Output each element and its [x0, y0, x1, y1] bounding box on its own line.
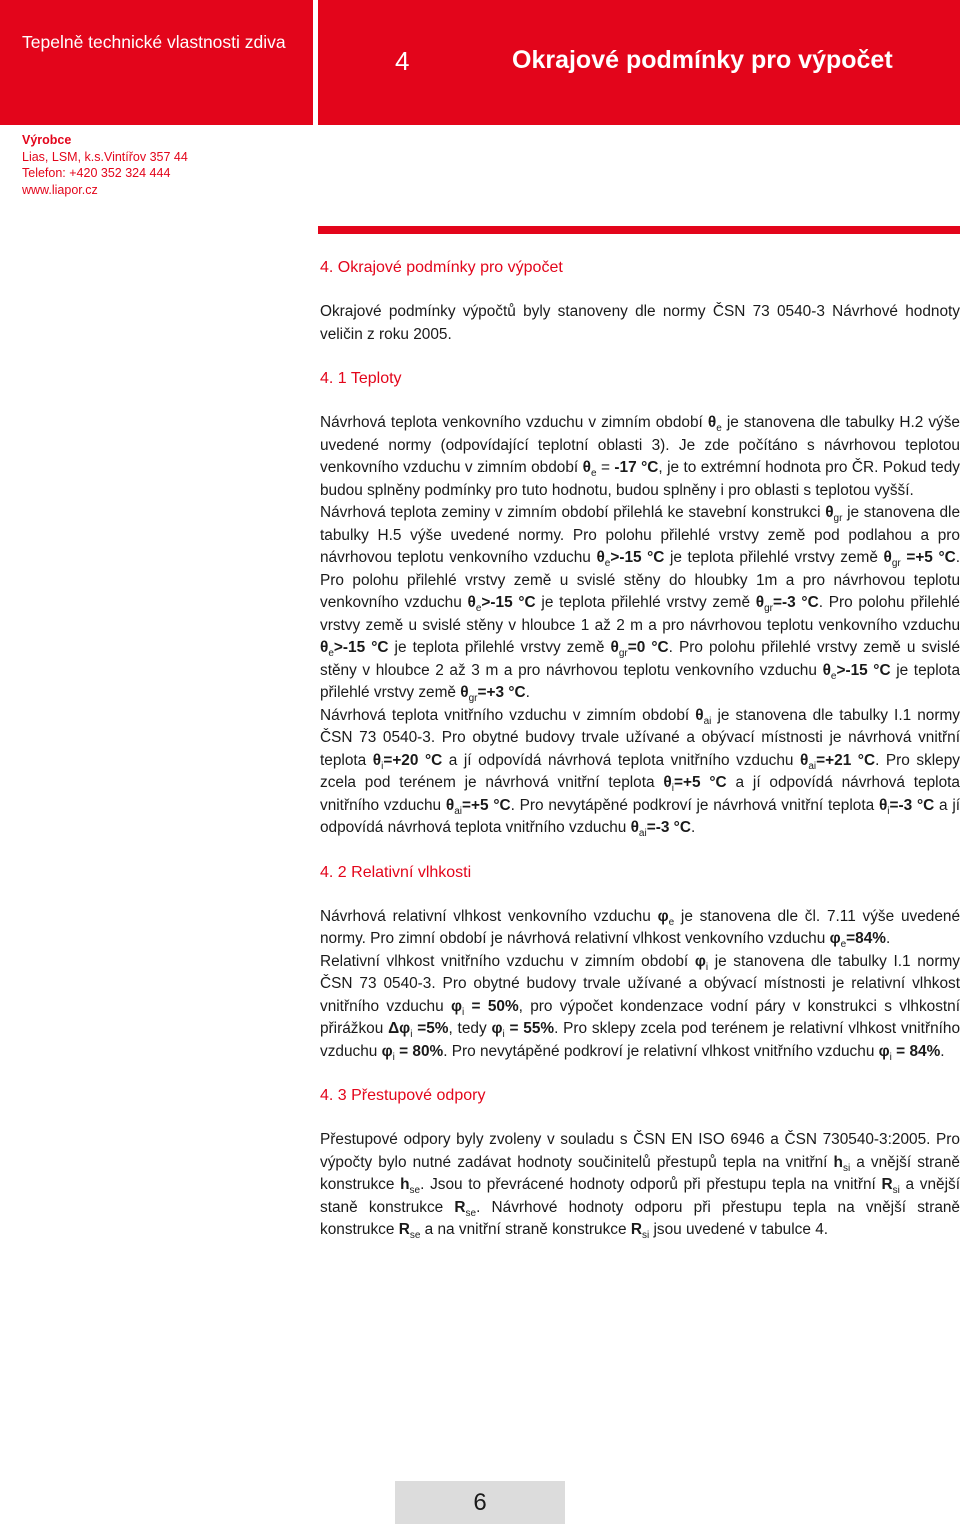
manufacturer-info: [22, 132, 188, 198]
main-content: [320, 257, 960, 1242]
paragraph-ground-temperature: Návrhová teplota zeminy v zimním období přilehlá ke stavební konstrukci $\theta_{gr}$ je stanovena dle tabulky H.5 výše uvedené normy. Pro polohu přilehlé vrstvy země pod podlahou a pro návrhovou teplotu venkovního vzduchu $\theta_e>-15$ °C je teplota přilehlé vrstvy země $\theta_{gr} =+5$ °C. Pro polohu přilehlé vrstvy země u svislé stěny do hloubky 1m a pro návrhovou teplotu venkovního vzduchu $\theta_e>-15$ °C je teplota přilehlé vrstvy země $\theta_{gr}=-3$ °C. Pro polohu přilehlé vrstvy země u svislé stěny v hloubce 1 až 2 m a pro návrhovou teplotu venkovního vzduchu $\theta_e>-15$ °C je teplota přilehlé vrstvy země $\theta_{gr}=0$ °C. Pro polohu přilehlé vrstvy země u svislé stěny v hloubce 2 až 3 m a pro návrhovou teplotu venkovního vzduchu $\theta_e>-15$ °C je teplota přilehlé vrstvy země $\theta_{gr}=+3$ °C.: [320, 504, 960, 704]
section-heading-4: 4. Okrajové podmínky pro výpočet: [320, 259, 563, 276]
paragraph-indoor-temperature: Návrhová teplota vnitřního vzduchu v zimním období $\theta_{ai}$ je stanovena dle tabulky I.1 normy ČSN 73 0540-3. Pro obytné budovy trvale užívané a obývací místnosti je návrhová vnitřní teplota $\theta_i=+20$ °C a jí odpovídá návrhová teplota vnitřního vzduchu $\theta_{ai}=+21$ °C. Pro sklepy zcela pod terénem je návrhová vnitřní teplota $\theta_i=+5$ °C a jí odpovídá návrhová teplota vnitřního vzduchu $\theta_{ai}=+5$ °C. Pro nevytápěné podkroví je návrhová vnitřní teplota $\theta_i=-3$ °C a jí odpovídá návrhová teplota vnitřního vzduchu $\theta_{ai}=-3$ °C.: [320, 706, 960, 839]
section-4-intro: Okrajové podmínky výpočtů byly stanoveny dle normy ČSN 73 0540-3 Návrhové hodnoty veličin z roku 2005.: [320, 303, 960, 343]
page-number: 6: [395, 1481, 565, 1524]
paragraph-indoor-humidity: Relativní vlhkost vnitřního vzduchu v zimním období $\varphi_i$ je stanovena dle tabulky I.1 normy ČSN 73 0540-3. Pro obytné budovy trvale užívané a obývací místnosti je relativní vlhkost vnitřního vzduchu $\varphi_i = 50\%$, pro výpočet kondenzace vodní páry v konstrukci s vlhkostní přirážkou $\Delta\varphi_i =5\%$, tedy $\varphi_i = 55\%$. Pro sklepy zcela pod terénem je relativní vlhkost vnitřního vzduchu $\varphi_i = 80\%$. Pro nevytápěné podkroví je relativní vlhkost vnitřního vzduchu $\varphi_i = 84\%$.: [320, 952, 960, 1063]
section-heading-4-3: 4. 3 Přestupové odpory: [320, 1087, 486, 1104]
chapter-title: Okrajové podmínky pro výpočet: [512, 46, 893, 74]
section-heading-4-2: 4. 2 Relativní vlhkosti: [320, 863, 472, 881]
section-heading-4-1: 4. 1 Teploty: [320, 370, 402, 387]
header-divider: [318, 226, 960, 234]
manufacturer-website: www.liapor.cz: [22, 182, 98, 197]
manufacturer-label: Výrobce: [22, 133, 72, 147]
paragraph-surface-resistances: Přestupové odpory byly zvoleny v souladu s ČSN EN ISO 6946 a ČSN 730540-3:2005. Pro výpočty bylo nutné zadávat hodnoty součinitelů přestupů tepla na vnitřní $h_{si}$ a vnější straně konstrukce $h_{se}$. Jsou to převrácené hodnoty odporů při přestupu tepla na vnitřní $R_{si}$ a vnější staně konstrukce $R_{se}$. Návrhové hodnoty odporu při přestupu tepla na vnější straně konstrukce $R_{se}$ a na vnitřní straně konstrukce $R_{si}$ jsou uvedené v tabulce 4.: [320, 1131, 960, 1241]
chapter-number: 4: [395, 46, 410, 76]
header-right-panel: [318, 0, 960, 125]
paragraph-outdoor-temperature: Návrhová teplota venkovního vzduchu v zimním období $\theta_e$ je stanovena dle tabulky H.2 výše uvedené normy (odpovídající teplotní oblasti 3). Je zde počítáno s návrhovou teplotou venkovního vzduchu v zimním období $\theta_e = -17$ °C, je to extrémní hodnota pro ČR. Pokud tedy budou splněny podmínky pro tuto hodnotu, budou splněny i pro oblasti s teplotou vyšší.: [320, 414, 960, 499]
manufacturer-phone: Telefon: +420 352 324 444: [22, 166, 171, 180]
paragraph-outdoor-humidity: Návrhová relativní vlhkost venkovního vzduchu $\varphi_e$ je stanovena dle čl. 7.11 výše uvedené normy. Pro zimní období je návrhová relativní vlhkost venkovního vzduchu $\varphi_e=84\%$.: [320, 907, 960, 950]
header-left-panel: [0, 0, 313, 125]
document-title: Tepelně technické vlastnosti zdiva: [22, 32, 286, 52]
manufacturer-address: Lias, LSM, k.s.Vintířov 357 44: [22, 149, 188, 164]
